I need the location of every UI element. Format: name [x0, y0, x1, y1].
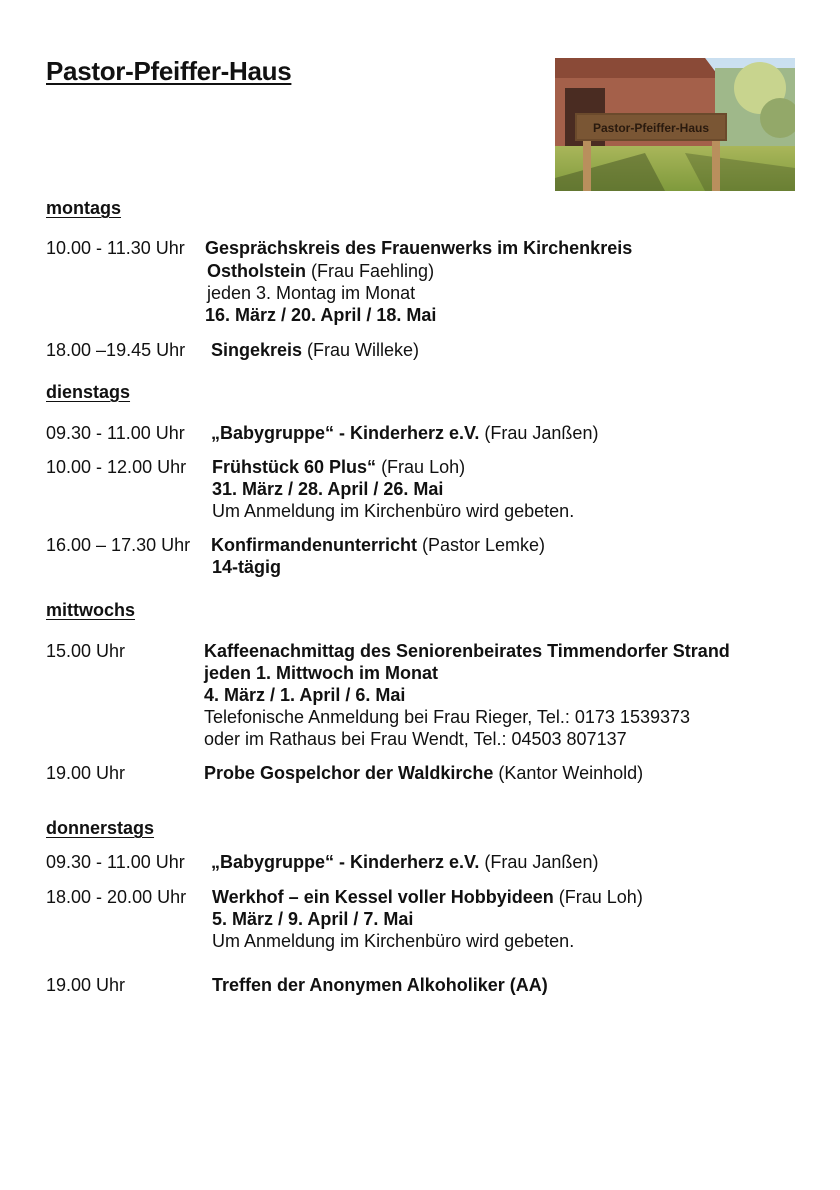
event-person: (Frau Loh) — [376, 457, 466, 477]
day-heading-mittwochs: mittwochs — [46, 600, 136, 620]
event-title: Kaffeenachmittag des Seniorenbeirates Timmendorfer Strand — [204, 641, 730, 661]
event-time: 10.00 - 12.00 Uhr — [46, 457, 187, 477]
day-heading-dienstags: dienstags — [46, 382, 131, 402]
event-title-cont — [207, 260, 434, 282]
event-line — [211, 851, 598, 873]
page-title: Pastor-Pfeiffer-Haus — [46, 56, 292, 86]
event-note: 14-tägig — [212, 557, 282, 577]
event-title: Frühstück 60 Plus“ — [212, 457, 377, 477]
event-time: 19.00 Uhr — [46, 975, 126, 995]
event-time: 09.30 - 11.00 Uhr — [46, 423, 185, 443]
event-person: (Kantor Weinhold) — [493, 763, 644, 783]
event-title: „Babygruppe“ - Kinderherz e.V. — [211, 423, 480, 443]
event-person: (Frau Janßen) — [479, 423, 599, 443]
event-note: jeden 1. Mittwoch im Monat — [204, 663, 439, 683]
event-time: 18.00 - 20.00 Uhr — [46, 887, 187, 907]
day-heading-montags: montags — [46, 198, 122, 218]
event-time: 10.00 - 11.30 Uhr — [46, 238, 185, 258]
event-time: 19.00 Uhr — [46, 763, 126, 783]
event-note: jeden 3. Montag im Monat — [207, 283, 416, 303]
event-info: Telefonische Anmeldung bei Frau Rieger, Tel.: 0173 1539373 — [204, 707, 691, 727]
day-heading-donnerstags: donnerstags — [46, 818, 155, 838]
event-title: Konfirmandenunterricht — [211, 535, 418, 555]
event-time: 15.00 Uhr — [46, 641, 126, 661]
event-person: (Frau Loh) — [553, 887, 643, 907]
event-info: oder im Rathaus bei Frau Wendt, Tel.: 04503 807137 — [204, 729, 627, 749]
event-line — [211, 422, 598, 444]
event-time: 18.00 –19.45 Uhr — [46, 340, 186, 360]
event-note: Um Anmeldung im Kirchenbüro wird gebeten. — [212, 931, 575, 951]
event-person: (Frau Janßen) — [479, 852, 599, 872]
event-time: 16.00 – 17.30 Uhr — [46, 535, 191, 555]
event-line — [212, 886, 643, 908]
event-line — [204, 762, 643, 784]
event-person: (Frau Willeke) — [302, 340, 420, 360]
event-title: Gesprächskreis des Frauenwerks im Kirchenkreis — [205, 238, 633, 258]
event-title: Werkhof – ein Kessel voller Hobbyideen — [212, 887, 554, 907]
house-sign-photo — [555, 58, 795, 191]
event-line — [212, 456, 465, 478]
event-title: Probe Gospelchor der Waldkirche — [204, 763, 494, 783]
event-person: (Frau Faehling) — [306, 261, 435, 281]
event-dates: 31. März / 28. April / 26. Mai — [212, 479, 444, 499]
event-dates: 16. März / 20. April / 18. Mai — [205, 305, 437, 325]
event-dates: 4. März / 1. April / 6. Mai — [204, 685, 406, 705]
event-line — [211, 339, 419, 361]
event-person: (Pastor Lemke) — [417, 535, 546, 555]
event-time: 09.30 - 11.00 Uhr — [46, 852, 185, 872]
event-dates: 5. März / 9. April / 7. Mai — [212, 909, 414, 929]
event-title: Treffen der Anonymen Alkoholiker (AA) — [212, 975, 548, 995]
event-note: Um Anmeldung im Kirchenbüro wird gebeten. — [212, 501, 575, 521]
event-line — [211, 534, 545, 556]
event-title: „Babygruppe“ - Kinderherz e.V. — [211, 852, 480, 872]
event-title: Ostholstein — [207, 261, 307, 281]
sign-text: Pastor-Pfeiffer-Haus — [592, 121, 710, 135]
event-title: Singekreis — [211, 340, 303, 360]
